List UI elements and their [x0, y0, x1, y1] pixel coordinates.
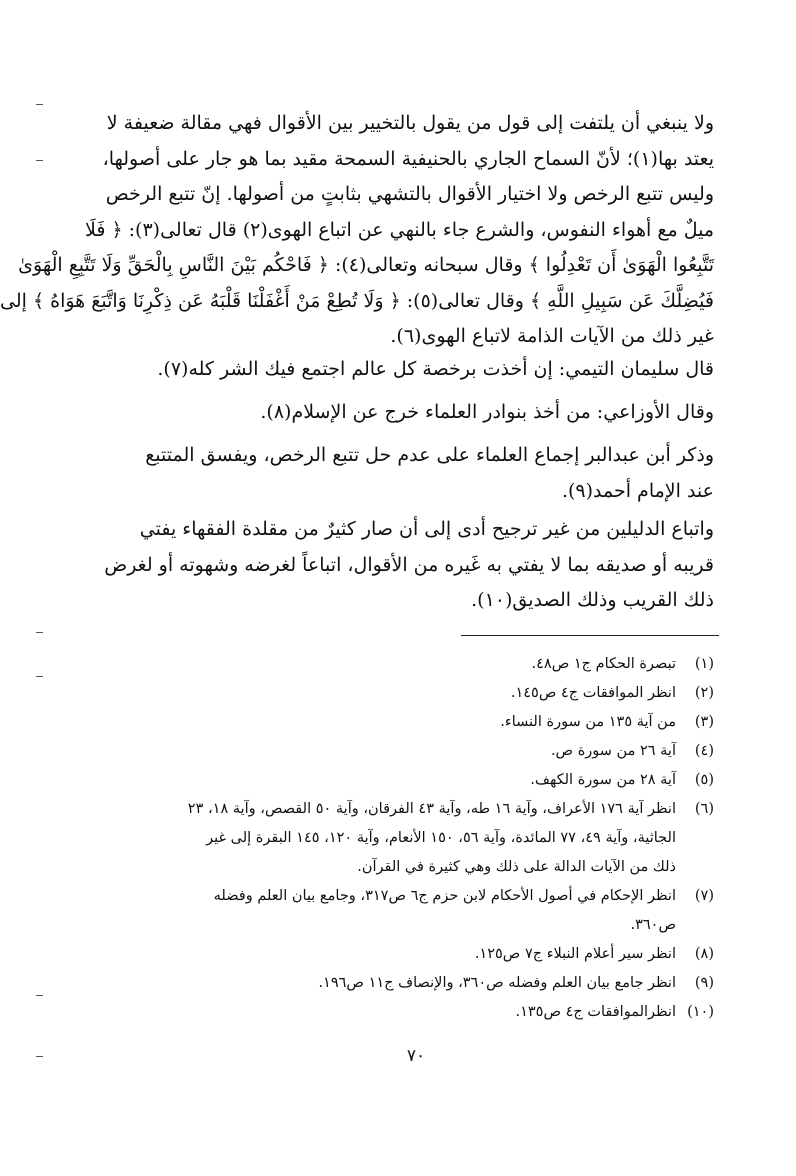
footnote-line: آية ٢٨ من سورة الكهف. — [530, 772, 676, 788]
footnote-text — [114, 969, 676, 998]
footnote-text — [114, 882, 676, 940]
paragraph-4-line: عند الإمام أحمد(٩). — [561, 479, 714, 502]
footnote-line: الجاثية، وآية ٤٩، ٧٧ المائدة، وآية ٥٦، ١٥٠ الأنعام، وآية ١٢٠، ١٤٥ البقرة إلى غير — [206, 830, 676, 846]
footnote-text — [114, 766, 676, 795]
scan-edge-mark — [36, 995, 43, 996]
footnote-line: انظر سير أعلام النبلاء ج٧ ص١٢٥. — [474, 946, 676, 962]
footnote-number: (٢) — [694, 685, 714, 701]
footnote-text — [114, 795, 676, 882]
paragraph-1-line: غير ذلك من الآيات الذامة لاتباع الهوى(٦). — [390, 325, 714, 347]
paragraph-4-line: وذكر أبن عبدالبر إجماع العلماء على عدم حل تتبع الرخص، ويفسق المتتبع — [145, 444, 714, 466]
footnote-text — [114, 998, 676, 1027]
footnote-number: (٣) — [694, 714, 714, 730]
footnote-number: (٥) — [694, 772, 714, 788]
footnote-item — [114, 650, 714, 679]
footnote-text — [114, 679, 676, 708]
paragraph-1-line: وليس تتبع الرخص ولا اختيار الأقوال بالتشهي بثابتٍ من أصولها. إنّ تتبع الرخص — [105, 183, 714, 205]
footnote-line: تبصرة الحكام ج١ ص٤٨. — [531, 656, 676, 672]
scan-edge-mark — [36, 104, 43, 105]
footnote-item — [114, 679, 714, 708]
footnote-item — [114, 998, 714, 1027]
footnote-item — [114, 940, 714, 969]
paragraph-4 — [116, 438, 714, 509]
footnote-text — [114, 940, 676, 969]
quran-verse-line: تَتَّبِعُوا الْهَوَىٰ أَن تَعْدِلُوا ﴾ وقال سبحانه وتعالى(٤): ﴿ فَاحْكُم بَيْنَ النَّاسِ بِالْحَقِّ وَلَا تَتَّبِعِ الْهَوَىٰ — [18, 254, 714, 276]
page-number: ٧٠ — [406, 1046, 426, 1066]
footnote-line: انظرالموافقات ج٤ ص١٣٥. — [515, 1004, 676, 1020]
footnote-line: ص٣٦٠. — [630, 917, 676, 933]
footnote-item — [114, 969, 714, 998]
footnote-text — [114, 737, 676, 766]
footnote-number: (٩) — [694, 975, 714, 991]
footnote-line: ذلك من الآيات الدالة على ذلك وهي كثيرة في القرآن. — [357, 859, 676, 875]
paragraph-2-line: قال سليمان التيمي: إن أخذت برخصة كل عالم اجتمع فيك الشر كله(٧). — [157, 358, 714, 380]
footnote-item — [114, 737, 714, 766]
paragraph-3 — [116, 395, 714, 431]
scan-edge-mark — [36, 1056, 43, 1057]
paragraph-2 — [116, 352, 714, 388]
paragraph-5-line: واتباع الدليلين من غير ترجيح أدى إلى أن صار كثيرٌ من مقلدة الفقهاء يفتي — [139, 518, 714, 540]
paragraph-5-line: قريبه أو صديقه بما لا يفتي به غَيره من الأقوال، اتباعاً لغرضه وشهوته أو لغرض — [104, 553, 714, 576]
footnote-line: انظر الموافقات ج٤ ص١٤٥. — [510, 685, 676, 701]
quran-verse-line: فَيُضِلَّكَ عَن سَبِيلِ اللَّهِ ﴾ وقال تعالى(٥): ﴿ وَلَا تُطِعْ مَنْ أَغْفَلْنَا قَلْبَهُ عَن ذِكْرِنَا وَاتَّبَعَ هَوَاهُ ﴾ إلى — [0, 289, 714, 312]
footnote-number: (٧) — [694, 888, 714, 904]
footnote-line: انظر جامع بيان العلم وفضله ص٣٦٠، والإنصاف ج١١ ص١٩٦. — [318, 975, 676, 991]
footnote-item — [114, 766, 714, 795]
footnote-line: انظر الإحكام في أصول الأحكام لابن حزم ج٦ ص٣١٧، وجامع بيان العلم وفضله — [213, 888, 676, 904]
footnote-line: انظر آية ١٧٦ الأعراف، وآية ١٦ طه، وآية ٤٣ الفرقان، وآية ٥٠ القصص، وآية ١٨، ٢٣ — [187, 801, 676, 817]
paragraph-3-line: وقال الأوزاعي: من أخذ بنوادر العلماء خرج عن الإسلام(٨). — [260, 401, 714, 423]
paragraph-1-line: ميلٌ مع أهواء النفوس، والشرع جاء بالنهي عن اتباع الهوى(٢) قال تعالى(٣): ﴿ فَلَا — [85, 218, 714, 241]
footnote-number: (٦) — [694, 801, 714, 817]
footnote-number: (٨) — [694, 946, 714, 962]
footnote-number: (١) — [694, 656, 714, 672]
footnote-text — [114, 650, 676, 679]
footnotes-list — [114, 650, 714, 1027]
footnote-line: من آية ١٣٥ من سورة النساء. — [500, 714, 676, 730]
footnote-number: (٤) — [694, 743, 714, 759]
footnote-item — [114, 708, 714, 737]
footnote-item — [114, 795, 714, 882]
paragraph-5 — [104, 512, 714, 619]
scan-edge-mark — [36, 676, 43, 677]
footnote-item — [114, 882, 714, 940]
paragraph-1-line: يعتد بها(١)؛ لأنّ السماح الجاري بالحنيفية السمحة مقيد بما هو جار على أصولها، — [102, 147, 714, 170]
paragraph-5-line: ذلك القريب وذلك الصديق(١٠). — [471, 589, 714, 611]
scan-edge-mark — [36, 632, 43, 633]
scan-edge-mark — [36, 160, 43, 161]
footnote-separator — [461, 635, 719, 636]
paragraph-1-line: ولا ينبغي أن يلتفت إلى قول من يقول بالتخيير بين الأقوال فهي مقالة ضعيفة لا — [106, 112, 714, 134]
footnote-line: آية ٢٦ من سورة ص. — [550, 743, 676, 759]
paragraph-1 — [0, 106, 714, 355]
footnote-text — [114, 708, 676, 737]
footnote-number: (١٠) — [687, 1004, 714, 1020]
